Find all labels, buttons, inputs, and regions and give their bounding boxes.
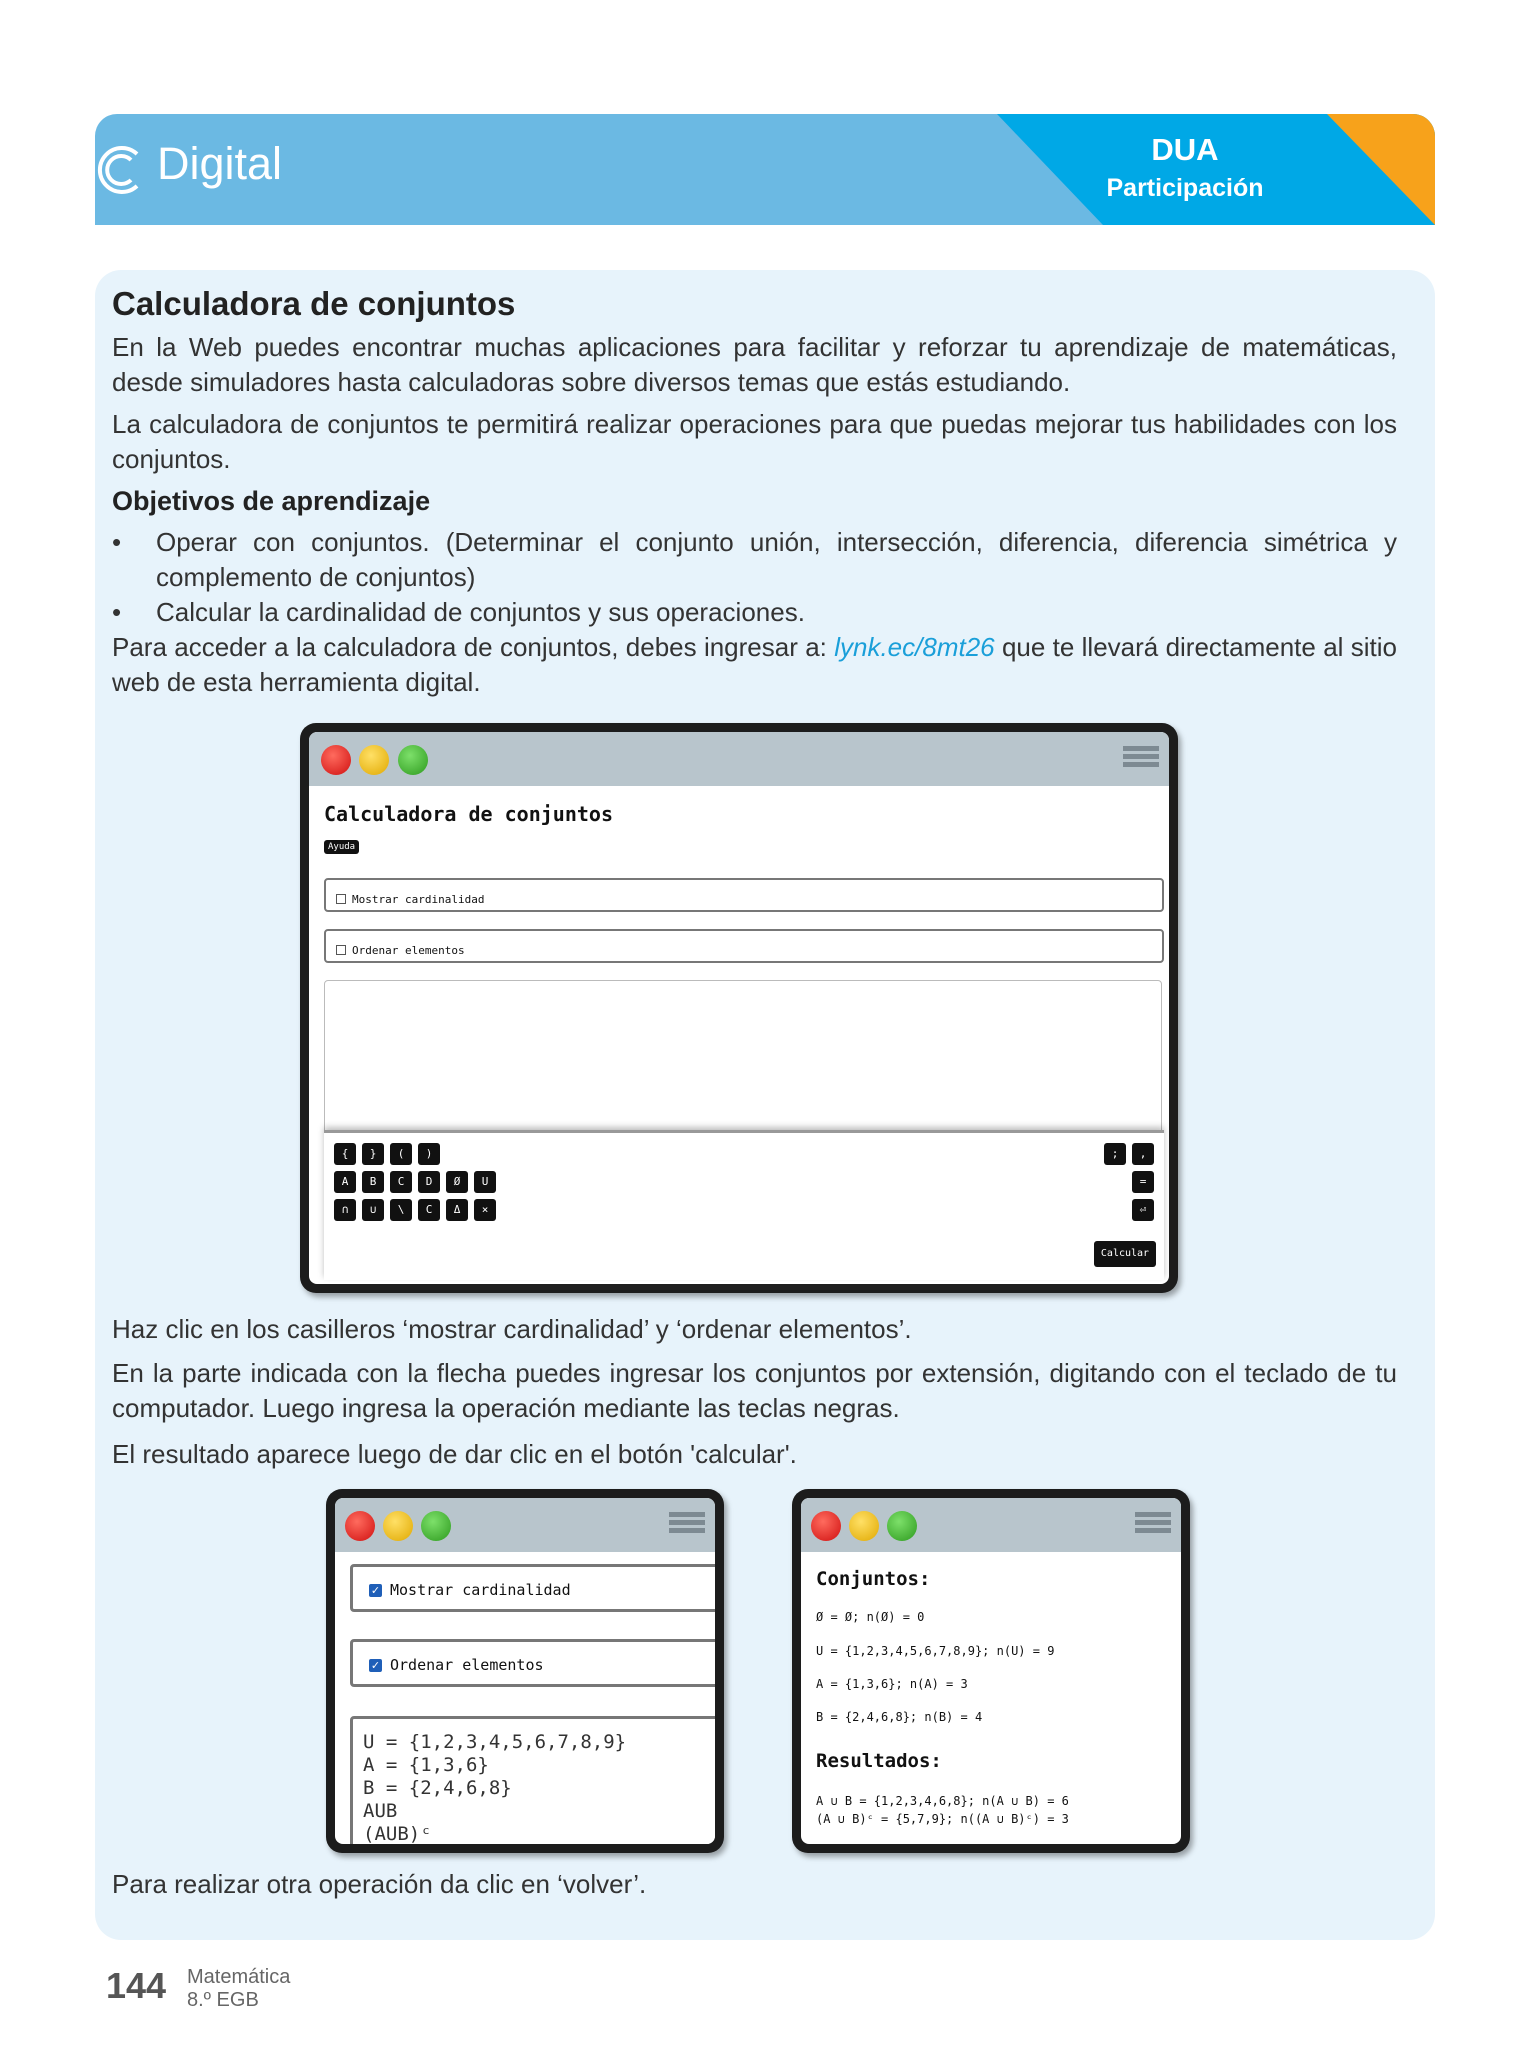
footer-grade: 8.º EGB xyxy=(187,1989,259,2011)
set-line: B = {2,4,6,8}; n(B) = 4 xyxy=(816,1710,983,1724)
key-comma[interactable]: , xyxy=(1132,1143,1154,1165)
close-dot-icon[interactable] xyxy=(811,1511,841,1541)
footer-subject: Matemática xyxy=(187,1966,291,1988)
order-checkbox[interactable] xyxy=(336,945,346,955)
key-b[interactable]: B xyxy=(362,1171,384,1193)
access-paragraph xyxy=(112,630,1397,700)
calculator-paragraph: La calculadora de conjuntos te permitirá realizar operaciones para que puedas mejorar tus habilidades con los conjuntos. xyxy=(112,409,1397,474)
set-line: U = {1,2,3,4,5,6,7,8,9}; n(U) = 9 xyxy=(816,1644,1055,1658)
input-line: B = {2,4,6,8} xyxy=(363,1777,512,1799)
key-empty-set[interactable]: Ø xyxy=(446,1171,468,1193)
window-titlebar xyxy=(801,1498,1181,1552)
order-option[interactable] xyxy=(350,1639,715,1687)
key-universe[interactable]: U xyxy=(474,1171,496,1193)
keyboard-panel xyxy=(324,1130,1164,1280)
page-number: 144 xyxy=(106,1965,167,2006)
objectives-title: Objetivos de aprendizaje xyxy=(112,486,431,516)
key-symmetric-difference[interactable]: Δ xyxy=(446,1199,468,1221)
key-difference[interactable]: \ xyxy=(390,1199,412,1221)
input-line: AUB xyxy=(363,1800,398,1822)
key-semicolon[interactable]: ; xyxy=(1104,1143,1126,1165)
dua-label: DUA xyxy=(1151,132,1219,167)
enter-paragraph: En la parte indicada con la flecha puedes ingresar los conjuntos por extensión, digitando con el teclado de tu computador. Luego ingresa la operación mediante las teclas negras. xyxy=(112,1358,1397,1423)
objective-item: Calcular la cardinalidad de conjuntos y sus operaciones. xyxy=(156,597,805,627)
input-view-window xyxy=(326,1489,724,1853)
banner-dark-stripe xyxy=(95,114,1435,225)
key-complement[interactable]: C xyxy=(418,1199,440,1221)
key-equals[interactable]: = xyxy=(1132,1171,1154,1193)
result-line: (A ∪ B)ᶜ = {5,7,9}; n((A ∪ B)ᶜ) = 3 xyxy=(816,1812,1069,1826)
minimize-dot-icon[interactable] xyxy=(849,1511,879,1541)
input-line: U = {1,2,3,4,5,6,7,8,9} xyxy=(363,1731,627,1753)
key-enter[interactable]: ⏎ xyxy=(1132,1199,1154,1221)
input-line: (AUB)ᶜ xyxy=(363,1823,432,1844)
window-titlebar xyxy=(309,732,1169,786)
sets-title: Conjuntos: xyxy=(816,1568,931,1590)
digital-logo-icon xyxy=(95,140,145,200)
result-line: A ∪ B = {1,2,3,4,6,8}; n(A ∪ B) = 6 xyxy=(816,1794,1069,1808)
calculator-window xyxy=(300,723,1178,1293)
hamburger-menu-icon[interactable] xyxy=(1123,746,1159,774)
objective-item: Operar con conjuntos. (Determinar el conjunto unión, intersección, diferencia, diferencia simétrica y complemento de conjuntos) xyxy=(156,527,1397,592)
bullet-dot: • xyxy=(112,597,122,627)
key-paren-close[interactable]: ) xyxy=(418,1143,440,1165)
order-option[interactable] xyxy=(324,929,1164,963)
participacion-label: Participación xyxy=(1106,174,1264,202)
header-banner xyxy=(95,114,1435,225)
sets-input-area[interactable] xyxy=(350,1716,715,1844)
bullet-dot: • xyxy=(112,527,122,557)
access-text-after: que te llevará directamente al sitio web de esta herramienta digital. xyxy=(112,632,1397,697)
cardinality-option[interactable] xyxy=(350,1564,715,1612)
key-paren-open[interactable]: ( xyxy=(390,1143,412,1165)
hamburger-menu-icon[interactable] xyxy=(669,1512,705,1540)
key-brace-open[interactable]: { xyxy=(334,1143,356,1165)
maximize-dot-icon[interactable] xyxy=(421,1511,451,1541)
access-link[interactable]: lynk.ec/8mt26 xyxy=(834,632,995,662)
calculator-title: Calculadora de conjuntos xyxy=(324,802,613,826)
intro-paragraph: En la Web puedes encontrar muchas aplicaciones para facilitar y reforzar tu aprendizaje de matemáticas, desde simuladores hasta calculadoras sobre diversos temas que estás estudiando. xyxy=(112,332,1397,397)
result-view-window xyxy=(792,1489,1190,1853)
key-product[interactable]: × xyxy=(474,1199,496,1221)
maximize-dot-icon[interactable] xyxy=(887,1511,917,1541)
close-dot-icon[interactable] xyxy=(321,745,351,775)
key-c[interactable]: C xyxy=(390,1171,412,1193)
help-button[interactable]: Ayuda xyxy=(324,840,359,854)
set-line: Ø = Ø; n(Ø) = 0 xyxy=(816,1610,925,1624)
cardinality-option[interactable] xyxy=(324,878,1164,912)
banner-title: Digital xyxy=(157,138,283,189)
return-paragraph: Para realizar otra operación da clic en ‘volver’. xyxy=(112,1869,647,1899)
access-text-before: Para acceder a la calculadora de conjuntos, debes ingresar a: xyxy=(112,632,835,662)
minimize-dot-icon[interactable] xyxy=(383,1511,413,1541)
order-label: Ordenar elementos xyxy=(390,1656,544,1674)
close-dot-icon[interactable] xyxy=(345,1511,375,1541)
window-titlebar xyxy=(335,1498,715,1552)
cardinality-label: Mostrar cardinalidad xyxy=(352,893,485,906)
input-line: A = {1,3,6} xyxy=(363,1754,489,1776)
key-intersection[interactable]: ∩ xyxy=(334,1199,356,1221)
checked-icon[interactable]: ✓ xyxy=(370,1659,381,1672)
set-line: A = {1,3,6}; n(A) = 3 xyxy=(816,1677,968,1691)
key-a[interactable]: A xyxy=(334,1171,356,1193)
minimize-dot-icon[interactable] xyxy=(359,745,389,775)
calculate-button[interactable]: Calcular xyxy=(1094,1241,1156,1267)
click-paragraph: Haz clic en los casilleros ‘mostrar cardinalidad’ y ‘ordenar elementos’. xyxy=(112,1314,912,1344)
order-label: Ordenar elementos xyxy=(352,944,465,957)
key-brace-close[interactable]: } xyxy=(362,1143,384,1165)
checked-icon[interactable]: ✓ xyxy=(370,1584,381,1597)
result-paragraph: El resultado aparece luego de dar clic en el botón 'calcular'. xyxy=(112,1439,797,1469)
section-title: Calculadora de conjuntos xyxy=(112,285,516,322)
results-title: Resultados: xyxy=(816,1750,942,1772)
key-union[interactable]: ∪ xyxy=(362,1199,384,1221)
maximize-dot-icon[interactable] xyxy=(398,745,428,775)
hamburger-menu-icon[interactable] xyxy=(1135,1512,1171,1540)
key-d[interactable]: D xyxy=(418,1171,440,1193)
cardinality-label: Mostrar cardinalidad xyxy=(390,1581,571,1599)
cardinality-checkbox[interactable] xyxy=(336,894,346,904)
